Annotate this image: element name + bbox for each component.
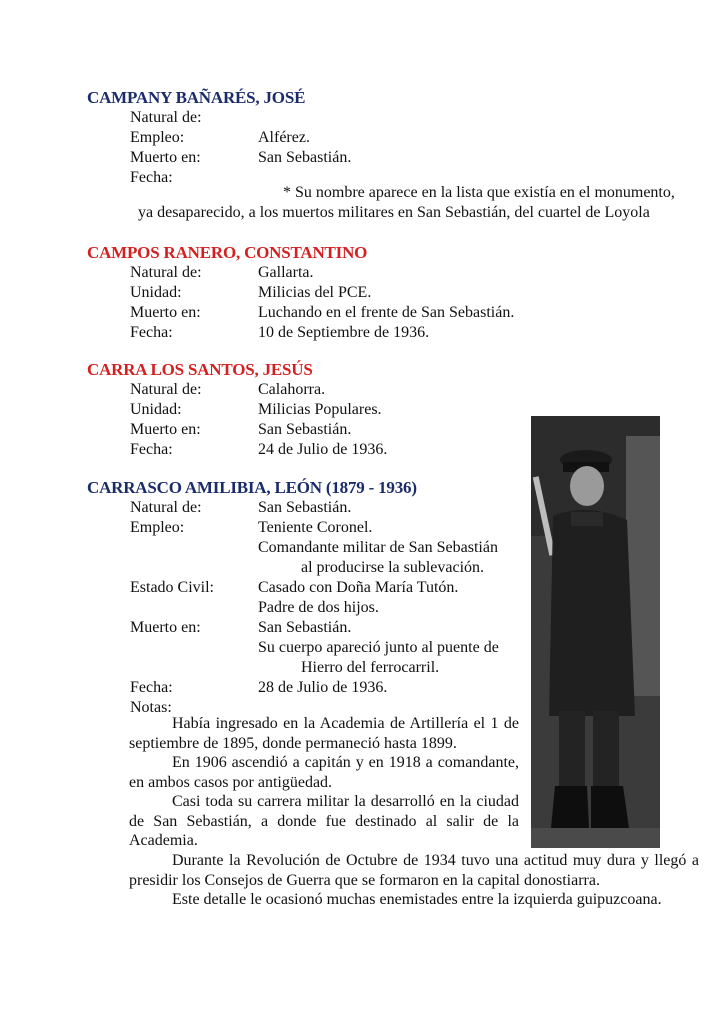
row-key: Natural de:: [130, 264, 202, 281]
note-paragraph: Había ingresado en la Academia de Artillería el 1 de septiembre de 1895, donde permaneció hasta 1899.: [129, 715, 519, 752]
row-key: Natural de:: [130, 109, 202, 126]
row-key: Muerto en:: [130, 619, 201, 636]
row-key: Unidad:: [130, 401, 182, 418]
row-key: Natural de:: [130, 499, 202, 516]
row-value: 24 de Julio de 1936.: [258, 441, 388, 458]
entry-campany: [87, 88, 707, 188]
row-empleo: [87, 128, 707, 148]
row-key: Fecha:: [130, 169, 173, 186]
row-key: Muerto en:: [130, 421, 201, 438]
entry-campos: [87, 243, 707, 343]
row-value: Comandante militar de San Sebastián: [258, 539, 498, 556]
footnote-line-2: ya desaparecido, a los muertos militares en San Sebastián, del cuartel de Loyola: [138, 204, 650, 221]
row-value: al producirse la sublevación.: [301, 559, 485, 576]
row-value: Hierro del ferrocarril.: [301, 659, 440, 676]
row-value: Milicias del PCE.: [258, 284, 372, 301]
row-value: Milicias Populares.: [258, 401, 382, 418]
row-value: San Sebastián.: [258, 619, 352, 636]
row-key: Fecha:: [130, 679, 173, 696]
row-muerto: [87, 148, 707, 168]
entry-name: CAMPANY BAÑARÉS, JOSÉ: [87, 88, 306, 107]
row-value: Teniente Coronel.: [258, 519, 373, 536]
row-key: Estado Civil:: [130, 579, 214, 596]
row-key: Muerto en:: [130, 149, 201, 166]
entry-name: CARRASCO AMILIBIA, LEÓN (1879 - 1936): [87, 478, 417, 497]
note-paragraph: Casi toda su carrera militar la desarrolló en la ciudad de San Sebastián, a donde fue destinado al salir de la Academia.: [129, 793, 519, 849]
row-unidad: [87, 283, 707, 303]
entry-name: CARRA LOS SANTOS, JESÚS: [87, 360, 313, 379]
entry-name: CAMPOS RANERO, CONSTANTINO: [87, 243, 368, 262]
officer-portrait-image: [531, 416, 660, 848]
row-key: Empleo:: [130, 519, 185, 536]
row-natural: [87, 380, 707, 400]
row-value: 10 de Septiembre de 1936.: [258, 324, 430, 341]
row-key: Muerto en:: [130, 304, 201, 321]
row-key: Unidad:: [130, 284, 182, 301]
row-muerto: [87, 303, 707, 323]
row-key: Fecha:: [130, 324, 173, 341]
row-value: Luchando en el frente de San Sebastián.: [258, 304, 515, 321]
row-key: Natural de:: [130, 381, 202, 398]
row-value: Alférez.: [258, 129, 310, 146]
row-value: Casado con Doña María Tutón.: [258, 579, 459, 596]
row-value: Gallarta.: [258, 264, 314, 281]
row-key: Empleo:: [130, 129, 185, 146]
row-key: Fecha:: [130, 441, 173, 458]
row-value: Padre de dos hijos.: [258, 599, 379, 616]
row-key: Notas:: [130, 699, 172, 716]
note-paragraph: En 1906 ascendió a capitán y en 1918 a comandante, en ambos casos por antigüedad.: [129, 754, 519, 791]
row-value: San Sebastián.: [258, 421, 352, 438]
note-paragraph: Durante la Revolución de Octubre de 1934 tuvo una actitud muy dura y llegó a presidir los Consejos de Guerra que se formaron en la capital donostiarra.: [129, 852, 699, 889]
row-natural: [87, 263, 707, 283]
row-natural: [87, 108, 707, 128]
note-paragraph: Este detalle le ocasionó muchas enemistades entre la izquierda guipuzcoana.: [172, 891, 662, 908]
row-value: San Sebastián.: [258, 149, 352, 166]
row-value: San Sebastián.: [258, 499, 352, 516]
notes-narrow: [129, 714, 519, 851]
row-value: 28 de Julio de 1936.: [258, 679, 388, 696]
notes-wide: [129, 851, 699, 910]
row-value: Calahorra.: [258, 381, 326, 398]
portrait-photo: [531, 416, 660, 848]
row-fecha: [87, 323, 707, 343]
row-value: Su cuerpo apareció junto al puente de: [258, 639, 499, 656]
footnote-line-1: * Su nombre aparece en la lista que existía en el monumento,: [283, 184, 675, 201]
